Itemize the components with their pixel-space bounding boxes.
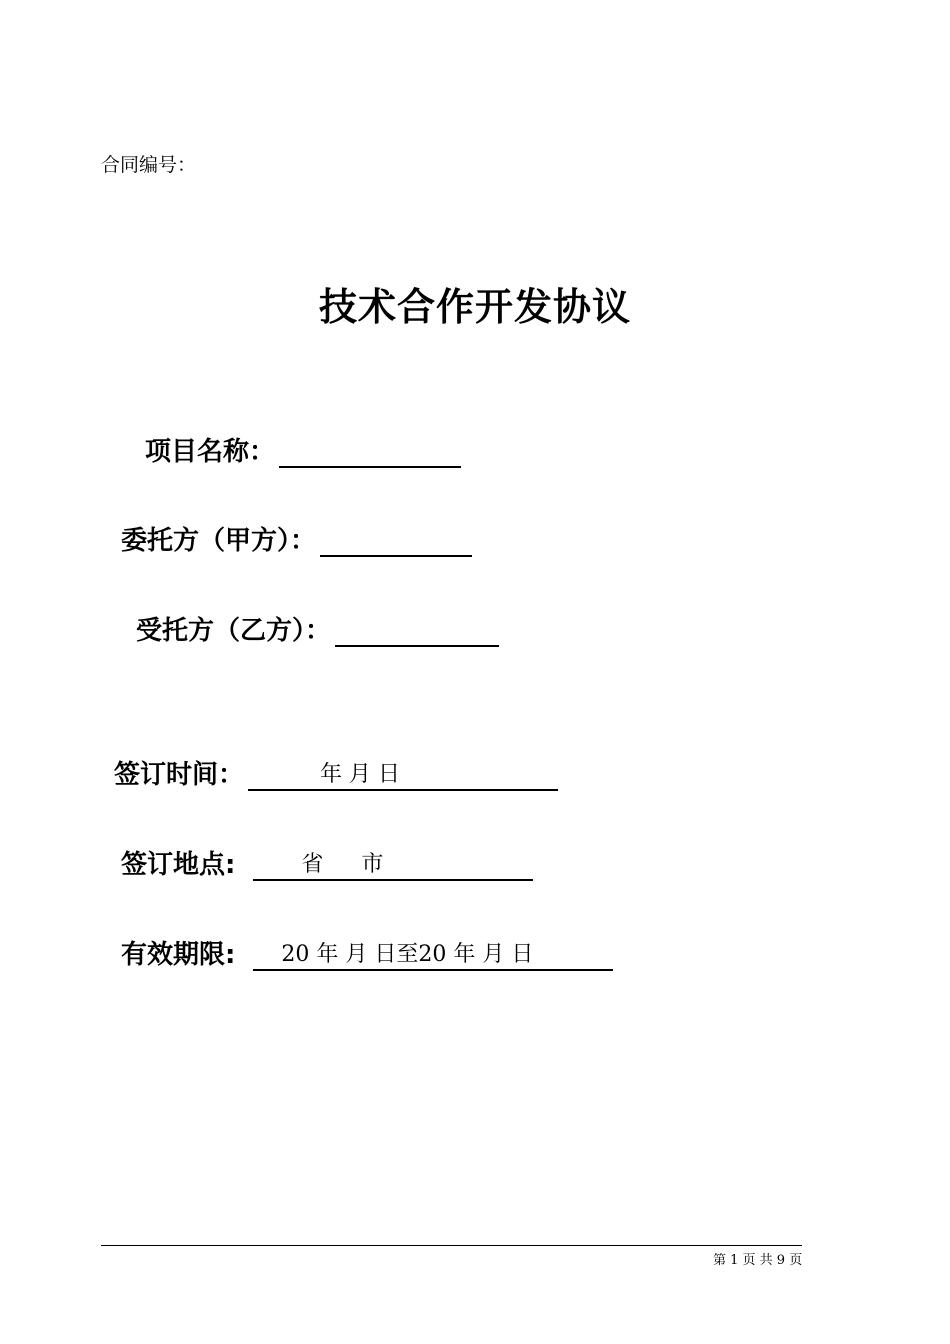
sign-place-province: 省 bbox=[301, 852, 324, 877]
page-number: 第 1 页 共 9 页 bbox=[713, 1253, 803, 1268]
contract-number-label: 合同编号： bbox=[101, 154, 197, 176]
client-blank[interactable] bbox=[320, 525, 472, 557]
contractor-blank[interactable] bbox=[335, 615, 499, 647]
sign-place-field bbox=[121, 844, 533, 881]
sign-time-field bbox=[114, 754, 558, 791]
sign-time-label: 签订时间： bbox=[114, 760, 245, 790]
validity-label: 有效期限: bbox=[121, 940, 236, 970]
validity-field bbox=[121, 934, 613, 971]
contractor-field bbox=[136, 610, 499, 647]
sign-time-blank[interactable] bbox=[248, 759, 558, 791]
client-label: 委托方（甲方）： bbox=[121, 526, 317, 556]
document-title: 技术合作开发协议 bbox=[318, 285, 631, 329]
project-name-label: 项目名称： bbox=[145, 437, 276, 467]
validity-blank[interactable] bbox=[253, 939, 613, 971]
contractor-label: 受托方（乙方）： bbox=[136, 616, 332, 646]
footer-divider bbox=[101, 1245, 802, 1246]
sign-place-city: 市 bbox=[361, 852, 384, 877]
project-name-blank[interactable] bbox=[279, 436, 461, 468]
sign-time-value: 年 月 日 bbox=[320, 762, 401, 787]
sign-place-blank[interactable] bbox=[253, 849, 533, 881]
sign-place-label: 签订地点: bbox=[121, 850, 236, 880]
client-field bbox=[121, 520, 472, 557]
validity-value: 20 年 月 日至20 年 月 日 bbox=[281, 942, 534, 967]
project-name-field bbox=[145, 431, 461, 468]
